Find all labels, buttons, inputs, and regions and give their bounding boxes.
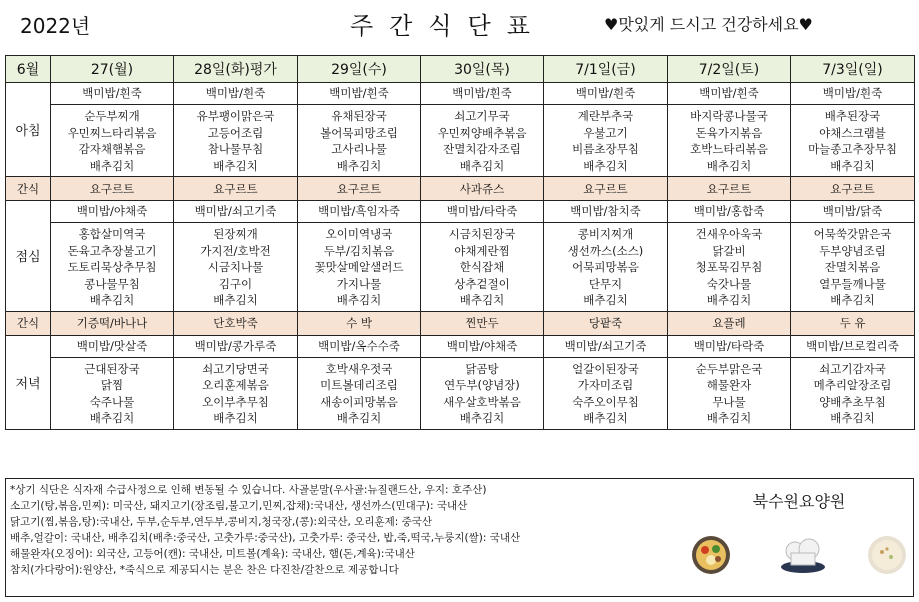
dish-item: 단무지 [588,276,623,291]
dish-list [421,105,543,176]
dish-item: 배추김치 [89,158,135,173]
dish-item: 고사리나물 [331,142,387,156]
origin-notes [10,482,670,578]
meal-cell [51,335,174,429]
meal-cell [668,335,791,429]
dish-item: 계란부추국 [577,109,634,123]
rice-porridge: 백미밥/야채죽 [421,336,543,358]
dish-item: 미트볼데리조림 [320,378,398,392]
rice-porridge: 백미밥/타락죽 [421,201,543,223]
rice-porridge-bowl-image [867,535,907,575]
dish-item: 우민찌양배추볶음 [437,125,527,140]
dish-list [298,223,420,311]
dish-item: 근대된장국 [84,361,140,376]
dish-list [668,358,790,429]
dish-item: 유부팽이맑은국 [196,109,275,123]
meal-cell [544,201,668,312]
meal-cell [51,83,174,177]
day-header: 7/1일(금) [544,56,668,83]
dish-item: 돈육고추장불고기 [67,243,157,258]
header-row [6,56,915,83]
dish-item: 야채스크램블 [819,125,886,140]
dish-item: 시금치나물 [207,260,264,274]
dish-item: 해물완자 [706,378,752,392]
dish-list [421,223,543,311]
dish-item: 배추김치 [213,158,258,173]
rice-porridge: 백미밥/흰죽 [668,83,790,105]
snack-label: 간식 [6,311,51,335]
year-label: 2022년 [20,14,91,38]
dish-item: 쇠고기당면국 [202,361,269,376]
dish-list [51,105,173,176]
chef-hat-image [779,535,827,575]
dish-list [51,358,173,429]
dish-item: 어묵쑥갓맑은국 [813,227,892,241]
rice-porridge: 백미밥/콩가루죽 [174,336,297,358]
note-line: 참치(가다랑어):원양산, *죽식으로 제공되시는 분은 찬은 다진찬/갈찬으로 제공합니다 [10,564,399,576]
dish-item: 도토리묵상추무침 [67,260,157,274]
dish-item: 한식잡채 [459,260,505,274]
page-title: 주간식단표 [350,12,546,40]
meal-cell [668,201,791,312]
dish-list [298,358,420,429]
dish-item: 배추김치 [830,158,875,173]
dish-list [174,358,297,429]
dish-item: 배추김치 [336,293,382,307]
dish-item: 오리훈제볶음 [202,378,269,392]
dish-item: 열무들깨나물 [819,276,886,291]
meal-cell [174,201,298,312]
bibimbap-bowl-image [691,535,731,575]
snack-item: 요플레 [668,311,791,335]
dish-item: 순두부찌개 [84,109,140,123]
lunch-row [6,201,915,312]
dish-item: 잔멸치볶음 [824,260,881,274]
dish-item: 호박느타리볶음 [690,142,768,156]
dish-item: 양배추초무침 [819,394,886,409]
dish-item: 배추김치 [706,158,752,173]
dish-item: 배추김치 [830,293,875,307]
note-line: 배추,얼갈이: 국내산, 배추김치(배추:중국산, 고춧가루:중국산), 고춧가루: 중국산, 밥,죽,떡국,누룽지(쌀): 국내산 [10,532,521,544]
dish-item: 참나물무침 [207,142,264,156]
dish-item: 감자채햄볶음 [78,142,146,156]
note-line: 해물완자(오징어): 외국산, 고등어(캔): 국내산, 미트볼(계육): 국내산, 햄(돈,계육):국내산 [10,548,415,560]
dish-item: 순두부맑은국 [695,361,763,376]
meal-cell [544,335,668,429]
rice-porridge: 백미밥/쇠고기죽 [174,201,297,223]
dinner-row [6,335,915,429]
dish-item: 시금치된장국 [448,227,516,241]
snack-item: 두 유 [791,311,915,335]
dish-item: 고등어조림 [207,125,264,140]
dish-item: 배추김치 [583,411,628,425]
dish-item: 배추김치 [336,158,382,173]
dish-item: 새송이피망볶음 [320,394,398,409]
facility-name: 북수원요양원 [752,492,846,511]
rice-porridge: 백미밥/브로컬리죽 [791,336,914,358]
snack-item: 찐만두 [421,311,544,335]
rice-porridge: 백미밥/흰죽 [174,83,297,105]
dish-item: 두부양념조림 [819,243,886,258]
dish-item: 얼갈이된장국 [572,361,639,376]
rice-porridge: 백미밥/흰죽 [51,83,173,105]
dish-item: 닭찜 [100,378,124,392]
dish-item: 두부/김치볶음 [323,243,395,258]
dish-list [544,358,667,429]
dish-item: 홍합살미역국 [78,227,146,241]
meal-cell [544,83,668,177]
dish-item: 오이부추무침 [202,394,269,409]
day-header: 7/3일(일) [791,56,915,83]
dish-item: 오이미역냉국 [325,227,393,241]
dish-list [174,223,297,311]
dish-item: 가자미조림 [577,378,634,392]
dish-item: 건새우아욱국 [695,227,763,241]
dish-item: 잔멸치감자조림 [443,142,521,156]
dish-item: 쇠고기감자국 [819,361,886,376]
meal-label: 아침 [6,83,51,177]
dish-list [544,105,667,176]
dish-list [791,358,914,429]
footer-box [5,478,914,597]
dish-item: 메추리알장조림 [813,378,892,392]
dish-item: 배추김치 [459,411,505,425]
snack-item: 요구르트 [298,177,421,201]
dish-list [668,223,790,311]
meal-cell [791,201,915,312]
rice-porridge: 백미밥/야채죽 [51,201,173,223]
dish-list [298,105,420,176]
snack-item: 단호박죽 [174,311,298,335]
rice-porridge: 백미밥/흑임자죽 [298,201,420,223]
meal-cell [298,83,421,177]
dish-item: 된장찌개 [213,227,258,241]
dish-item: 꽃맛살메알샐러드 [314,260,404,274]
dish-item: 호박새우젓국 [325,361,393,376]
dish-list [791,223,914,311]
snack-item: 기증떡/바나나 [51,311,174,335]
dish-item: 배추김치 [89,411,135,425]
snack-item: 요구르트 [174,177,298,201]
snack-item: 요구르트 [668,177,791,201]
dish-list [544,223,667,311]
snack-item: 당팥죽 [544,311,668,335]
note-line: 닭고기(찜,볶음,탕):국내산, 두부,순두부,연두부,콩비지,청국장,(콩):외국산, 오리훈제: 중국산 [10,516,433,528]
dish-item: 콩나물무침 [84,276,140,291]
dish-item: 새우살호박볶음 [443,394,521,409]
dish-item: 숙주나물 [89,394,135,409]
dish-item: 돈육가지볶음 [695,125,763,140]
day-header: 30일(목) [421,56,544,83]
meal-cell [298,335,421,429]
breakfast-row [6,83,915,177]
dish-item: 마늘종고추장무침 [808,142,897,156]
dish-item: 야채계란찜 [454,243,510,258]
food-pictures [691,535,907,585]
dish-item: 생선까스(소스) [567,243,644,258]
rice-porridge: 백미밥/맛살죽 [51,336,173,358]
day-header: 29일(수) [298,56,421,83]
dish-item: 배추김치 [459,158,505,173]
rice-porridge: 백미밥/흰죽 [791,83,914,105]
dish-item: 배추김치 [583,158,628,173]
rice-porridge: 백미밥/참치죽 [544,201,667,223]
rice-porridge: 백미밥/홍합죽 [668,201,790,223]
snack-item: 수 박 [298,311,421,335]
day-header: 7/2일(토) [668,56,791,83]
meal-cell [421,201,544,312]
day-header: 27(월) [51,56,174,83]
rice-porridge: 백미밥/흰죽 [544,83,667,105]
dish-item: 유채된장국 [331,109,387,123]
dish-item: 배추된장국 [824,109,881,123]
dish-item: 배추김치 [336,411,382,425]
dish-item: 연두부(양념장) [444,378,520,392]
dish-list [421,358,543,429]
meal-label: 저녁 [6,335,51,429]
snack-label: 간식 [6,177,51,201]
dish-item: 배추김치 [213,411,258,425]
dish-item: 배추김치 [706,293,752,307]
note-line: 소고기(탕,볶음,민찌): 미국산, 돼지고기(장조림,불고기,민찌,잡채):국내산, 생선까스(민대구): 국내산 [10,500,468,512]
snack-item: 요구르트 [544,177,668,201]
dish-item: 바지락콩나물국 [690,109,768,123]
snack-row [6,311,915,335]
menu-table [5,55,915,430]
dish-item: 어묵피망볶음 [572,260,639,274]
meal-cell [298,201,421,312]
dish-item: 배추김치 [830,411,875,425]
meal-cell [421,83,544,177]
dish-item: 콩비지찌개 [577,227,634,241]
dish-item: 닭갈비 [712,243,746,258]
dish-item: 우민찌느타리볶음 [67,125,157,140]
dish-item: 닭곰탕 [465,361,499,376]
snack-row [6,177,915,201]
dish-item: 상추겉절이 [454,276,510,291]
dish-item: 숙갓나물 [706,276,752,291]
dish-item: 쇠고기무국 [454,109,510,123]
snack-item: 요구르트 [791,177,915,201]
dish-item: 김구이 [218,276,253,291]
rice-porridge: 백미밥/타락죽 [668,336,790,358]
dish-item: 배추김치 [459,293,505,307]
rice-porridge: 백미밥/흰죽 [298,83,420,105]
dish-list [51,223,173,311]
meal-cell [174,83,298,177]
meal-label: 점심 [6,201,51,312]
meal-cell [174,335,298,429]
month-cell: 6월 [6,56,51,83]
meal-cell [791,335,915,429]
rice-porridge: 백미밥/흰죽 [421,83,543,105]
dish-list [668,105,790,176]
dish-item: 배추김치 [89,293,135,307]
snack-item: 요구르트 [51,177,174,201]
dish-item: 배추김치 [213,293,258,307]
rice-porridge: 백미밥/쇠고기죽 [544,336,667,358]
meal-cell [51,201,174,312]
snack-item: 사과쥬스 [421,177,544,201]
dish-item: 비름초장무침 [572,142,639,156]
dish-item: 무나물 [712,394,746,409]
day-header: 28일(화)평가 [174,56,298,83]
dish-item: 숙주오이무침 [572,394,639,409]
dish-item: 배추김치 [706,411,752,425]
note-line: *상기 식단은 식자재 수급사정으로 인해 변동될 수 있습니다. 사골분말(우사골:뉴질랜드산, 우지: 호주산) [10,484,487,496]
dish-item: 우불고기 [583,125,628,140]
meal-cell [791,83,915,177]
rice-porridge: 백미밥/닭죽 [791,201,914,223]
dish-item: 청포묵김무침 [695,260,763,274]
dish-item: 가지전/호박전 [200,243,271,258]
dish-list [791,105,914,176]
meal-cell [668,83,791,177]
dish-item: 가지나물 [336,276,382,291]
dish-item: 볼어묵피망조림 [320,125,398,140]
dish-item: 배추김치 [583,293,628,307]
meal-cell [421,335,544,429]
greeting-text: ♥맛있게 드시고 건강하세요♥ [604,15,813,34]
rice-porridge: 백미밥/옥수수죽 [298,336,420,358]
dish-list [174,105,297,176]
